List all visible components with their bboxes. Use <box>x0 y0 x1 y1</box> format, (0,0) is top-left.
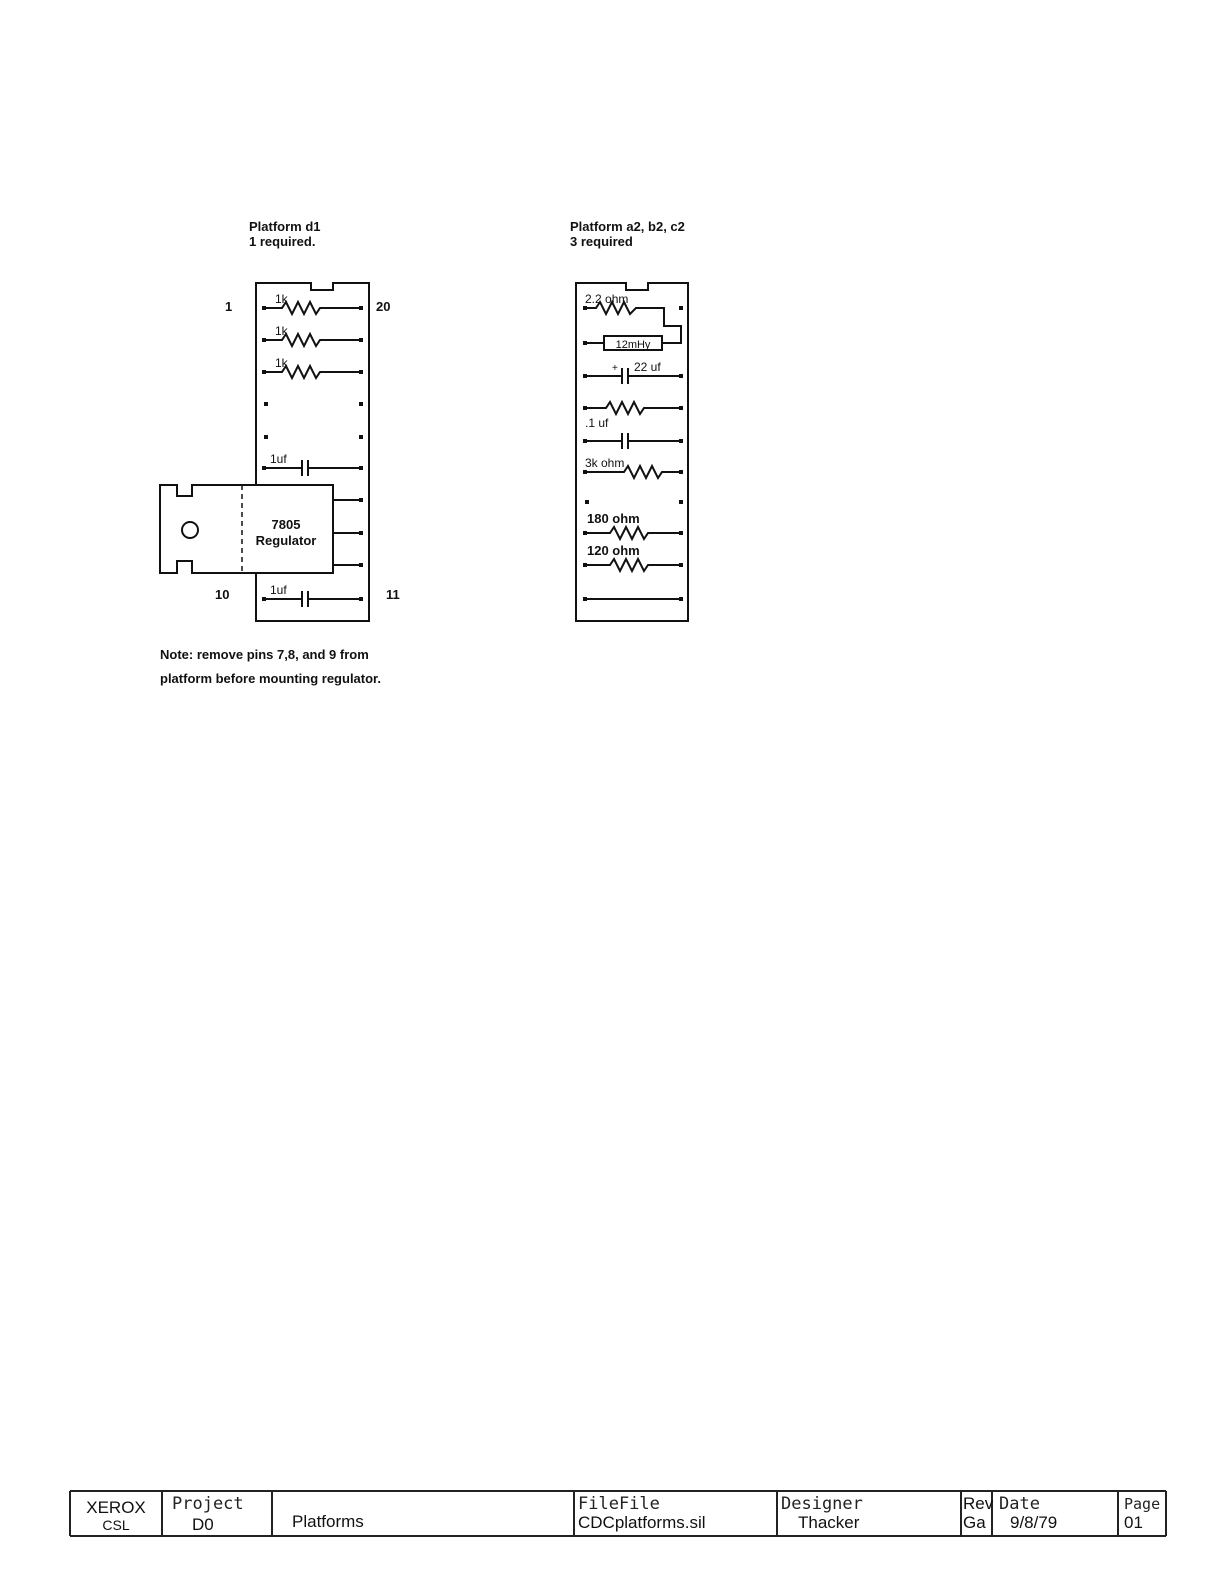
resistor-180-ohm <box>583 511 683 539</box>
capacitor-polarity: + <box>612 363 618 374</box>
regulator-name: Regulator <box>255 533 317 548</box>
regulator-part-number: 7805 <box>271 517 301 532</box>
resistor-3k-label: 3k ohm <box>585 456 625 470</box>
platform-a2-quantity: 3 required <box>570 234 633 249</box>
pin-10-label: 10 <box>215 587 230 602</box>
inductor-label: 12mHy <box>615 339 651 351</box>
inductor-12mhy <box>583 336 674 351</box>
resistor-1-label: 1k <box>275 292 288 306</box>
platform-a2-title: Platform a2, b2, c2 <box>570 219 685 234</box>
date-label: Date <box>999 1494 1040 1514</box>
resistor-unlabeled <box>583 402 683 414</box>
capacitor-22uf-label: 22 uf <box>634 360 661 374</box>
platform-d1 <box>160 219 400 686</box>
resistor-1k-a <box>262 292 363 314</box>
resistor-180-label: 180 ohm <box>587 511 640 526</box>
date-value: 9/8/79 <box>1010 1513 1058 1532</box>
capacitor-0-1uf <box>583 416 683 449</box>
voltage-regulator-7805 <box>160 485 333 573</box>
page-label: Page <box>1124 1495 1161 1513</box>
designer-label: Designer <box>781 1494 863 1514</box>
note-line-2: platform before mounting regulator. <box>160 671 382 686</box>
resistor-2-2-label: 2.2 ohm <box>585 292 629 306</box>
rev-value: Ga <box>963 1513 986 1532</box>
empty-pins-d1 <box>264 402 363 439</box>
file-value: CDCplatforms.sil <box>578 1513 706 1532</box>
rev-label: Rev <box>963 1494 994 1513</box>
platform-d1-quantity: 1 required. <box>249 234 316 249</box>
note-line-1: Note: remove pins 7,8, and 9 from <box>160 647 369 662</box>
capacitor-bottom-label: 1uf <box>270 583 287 597</box>
empty-pins-a2 <box>585 500 683 504</box>
pin-1-label: 1 <box>225 299 233 314</box>
project-value: D0 <box>192 1515 214 1534</box>
capacitor-1uf-bottom <box>262 583 363 607</box>
pin-20-label: 20 <box>376 299 391 314</box>
resistor-120-ohm <box>583 543 683 571</box>
jumper-wire <box>583 597 683 601</box>
resistor-120-label: 120 ohm <box>587 543 640 558</box>
designer-value: Thacker <box>798 1513 860 1532</box>
resistor-3-label: 1k <box>275 356 288 370</box>
capacitor-1uf-top <box>262 452 363 476</box>
file-label: FileFile <box>578 1494 660 1514</box>
page-value: 01 <box>1124 1513 1143 1532</box>
org-name: XEROX <box>86 1498 146 1517</box>
drawing-title: Platforms <box>292 1512 364 1531</box>
platform-d1-title: Platform d1 <box>249 219 321 234</box>
title-block <box>70 1491 1166 1536</box>
project-label: Project <box>172 1494 244 1514</box>
platform-a2-b2-c2 <box>570 219 688 621</box>
capacitor-top-label: 1uf <box>270 452 287 466</box>
resistor-2-label: 1k <box>275 324 288 338</box>
capacitor-0-1uf-label: .1 uf <box>585 416 609 430</box>
resistor-1k-b <box>262 324 363 346</box>
resistor-1k-c <box>262 356 363 378</box>
org-lab: CSL <box>102 1517 130 1533</box>
pin-11-label: 11 <box>386 587 400 602</box>
regulator-pin-stubs <box>333 498 363 567</box>
capacitor-22uf <box>583 360 683 384</box>
resistor-3k-ohm <box>583 456 683 478</box>
